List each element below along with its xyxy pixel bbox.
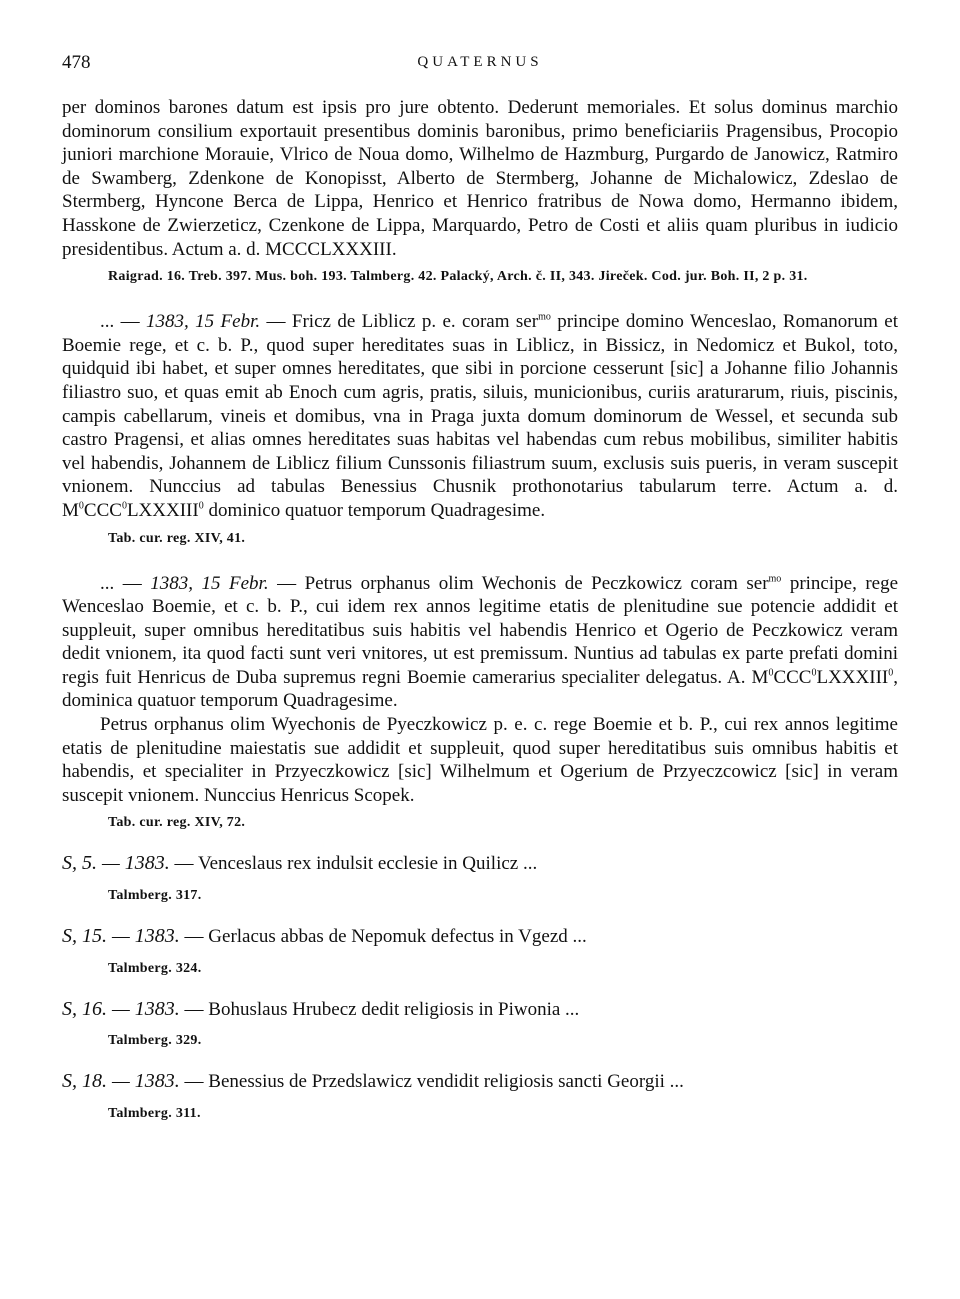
page-body bbox=[62, 96, 898, 1123]
regest-entry bbox=[62, 998, 898, 1051]
superscript: 0 bbox=[78, 500, 84, 512]
regest-date: S, 18. — 1383. bbox=[62, 1070, 180, 1093]
entry-text-part: — Petrus orphanus olim Wechonis de Peczkowicz coram ser bbox=[268, 572, 769, 594]
source-citation: Tab. cur. reg. XIV, 41. bbox=[108, 530, 246, 546]
regest-summary: — Bohuslaus Hrubecz dedit religiosis in Piwonia ... bbox=[179, 998, 580, 1020]
running-title: QUATERNUS bbox=[417, 54, 543, 70]
superscript: mo bbox=[538, 311, 551, 323]
entry-lead: ... — bbox=[100, 311, 147, 333]
entry-fricz bbox=[62, 310, 898, 547]
regest-date: S, 5. — 1383. bbox=[62, 852, 170, 875]
regest-entry bbox=[62, 925, 898, 978]
entry-text-part: CCC bbox=[83, 499, 122, 521]
regest-summary: — Gerlacus abbas de Nepomuk defectus in Vgezd ... bbox=[179, 926, 587, 948]
page-number: 478 bbox=[62, 52, 91, 73]
regest-text bbox=[62, 925, 898, 949]
source-citation: Talmberg. 324. bbox=[108, 960, 202, 976]
entry-date: 1383, 15 Febr. bbox=[146, 311, 261, 333]
entry-lead: ... — bbox=[100, 572, 151, 594]
regest-date: S, 15. — 1383. bbox=[62, 925, 180, 948]
superscript: 0 bbox=[811, 667, 817, 679]
regest-entry bbox=[62, 852, 898, 905]
source-citation: Raigrad. 16. Treb. 397. Mus. boh. 193. Talmberg. 42. Palacký, Arch. č. II, 343. Jireček. Cod. jur. Boh. II, 2 p. 31. bbox=[108, 269, 808, 285]
regest-text bbox=[62, 998, 898, 1022]
continued-entry bbox=[62, 96, 898, 286]
regest-summary: — Venceslaus rex indulsit ecclesie in Quilicz ... bbox=[169, 853, 538, 875]
entry-text-part: principe domino Wenceslao, Romanorum et Boemie rege, et c. b. P., quod super hereditates suas in Liblicz, in Bissicz, in Nedomicz et Bukol, toto, quidquid ibi habet, et super omnes hereditates, que sibi in porcione cesserunt [sic] a Johanne filio Johannis filiastro suo, et quas emit ab Enoch cum agris, pratis, siluis, municionibus, curiis araturarum, riuis, piscinis, campis cabellarum, vineis et domibus, vna in Praga juxta domum dominorum de Wessel, et secunda sub castro Pragensi, et alias omnes hereditates suas habitas vel habendas cum rebus mobilibus, similiter habitis vel habendis, Johannem de Liblicz filium Cunssonis filiastrum suum, exclusis suis pueris, in veram suscepit vnionem. Nunccius ad tabulas Benessius Chusnik prothonotarius tabularum terre. Actum a. d. M bbox=[62, 311, 899, 521]
entry-text-part: , dominica quatuor temporum Quadragesime. bbox=[62, 666, 898, 712]
entry-text-part: principe, rege Wenceslao Boemie, et c. b. P., cui idem rex annos legitime etatis de plenitudine sue potencie addidit et suppleuit, super omnibus hereditatibus suis habitis vel habendis Henrico et Ogerio de Peczkowicz veram dedit vnionem, ita quod facti sunt veri vnitores, ut est premissum. Nuntius ad tabulas ex parte prefati domini regis fuit Henricus de Duba supremus regni Boemie camerarius specialiter delegatus. A. M bbox=[62, 572, 899, 688]
superscript: 0 bbox=[121, 500, 127, 512]
entry-text: per dominos barones datum est ipsis pro jure obtento. Dederunt memoriales. Et solus dominus marchio dominorum consilium exportauit presentibus dominis baronibus, primo beneficiariis Pragensibus, Procopio juniori marchione Morauie, Vlrico de Noua domo, Wilhelmo de Hazmburg, Purgardo de Janowicz, Ratmiro de Swamberg, Zdenkone de Konopisst, Alberto de Stermberg, Johanne de Michalowicz, Zdeslao de Stermberg, Hyncone Berca de Lippa, Henrico et Henrico fratribus de Nowa domo, Hermanno ibidem, Hasskone de Zwierzeticz, Czenkone de Lippa, Marquardo, Petro de Costi et aliis quam pluribus in iudicio presidentibus. Actum a. d. MCCCLXXXIII. bbox=[62, 97, 898, 260]
source-citation: Talmberg. 317. bbox=[108, 888, 202, 904]
entry-text-second-paragraph: Petrus orphanus olim Wyechonis de Pyeczkowicz p. e. c. rege Boemie et b. P., cui rex annos legitime etatis de plenitudine maiestatis sue addidit et suppleuit, quod super hereditatibus suis omnibus habitis et habendis, et specialiter in Przyeczkowicz [sic] Wilhelmum et Ogerium de Przyeczcowicz [sic] in veram suscepit vnionem. Nunccius Henricus Scopek. bbox=[62, 714, 898, 806]
superscript: 0 bbox=[888, 667, 894, 679]
entry-text-part: dominico quatuor temporum Quadragesime. bbox=[203, 499, 546, 521]
entry-text-part: LXXXIII bbox=[816, 666, 889, 688]
superscript: mo bbox=[768, 573, 782, 585]
entry-text-part: CCC bbox=[773, 666, 812, 688]
page-header bbox=[62, 52, 898, 76]
regest-date: S, 16. — 1383. bbox=[62, 997, 180, 1020]
entry-date: 1383, 15 Febr. bbox=[150, 572, 269, 594]
entry-text bbox=[62, 572, 898, 714]
entry-text-part: — Fricz de Liblicz p. e. coram ser bbox=[260, 311, 539, 333]
source-citation: Talmberg. 329. bbox=[108, 1033, 202, 1049]
regest-text bbox=[62, 1070, 898, 1094]
regest-entry bbox=[62, 1070, 898, 1123]
superscript: 0 bbox=[198, 500, 204, 512]
entry-text bbox=[62, 310, 898, 522]
entry-text-part: LXXXIII bbox=[126, 499, 199, 521]
regest-text bbox=[62, 852, 898, 876]
source-citation: Tab. cur. reg. XIV, 72. bbox=[108, 815, 246, 831]
source-citation: Talmberg. 311. bbox=[108, 1105, 201, 1121]
regest-summary: — Benessius de Przedslawicz vendidit religiosis sancti Georgii ... bbox=[179, 1071, 684, 1093]
superscript: 0 bbox=[768, 667, 774, 679]
entry-petrus bbox=[62, 572, 898, 833]
